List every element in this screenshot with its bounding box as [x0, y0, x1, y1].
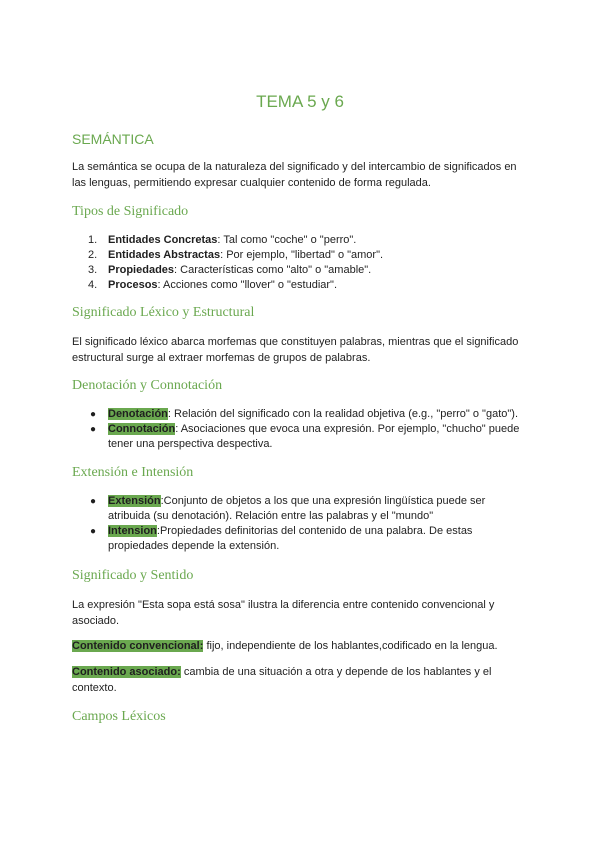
list-item [88, 494, 528, 524]
list-number: 2. [88, 249, 98, 261]
bullet-icon: ● [90, 496, 97, 507]
highlighted-term: Contenido asociado: [72, 666, 181, 678]
highlighted-term: Contenido convencional: [72, 640, 204, 652]
list-text: : Tal como "coche" o "perro". [217, 234, 357, 246]
list-number: 3. [88, 264, 98, 276]
list-text: :Conjunto de objetos a los que una expresión lingüística puede ser atribuida (su denotación). Relación entre las palabras y el "mundo" [108, 495, 486, 522]
list-text: : Asociaciones que evoca una expresión. Por ejemplo, "chucho" puede tener una perspectiva despectiva. [108, 423, 520, 450]
list-text: : Características como "alto" o "amable". [174, 264, 372, 276]
list-denotacion [88, 407, 528, 452]
paragraph-asociado [72, 664, 532, 696]
paragraph-text: fijo, independiente de los hablantes,codificado en la lengua. [203, 640, 498, 652]
paragraph-sentido: La expresión "Esta sopa está sosa" ilustra la diferencia entre contenido convencional y asociado. [72, 599, 495, 627]
heading-semantica: SEMÁNTICA [72, 131, 154, 147]
bullet-icon: ● [90, 409, 97, 420]
list-term: Propiedades [108, 264, 175, 276]
list-text: : Por ejemplo, "libertad" o "amor". [220, 249, 384, 261]
heading-sentido: Significado y Sentido [72, 568, 194, 583]
list-text: : Acciones como "llover" o "estudiar". [157, 279, 338, 291]
bullet-icon: ● [90, 526, 97, 537]
list-item [88, 422, 528, 452]
paragraph-text: cambia de una situación a otra y depende de los hablantes y el contexto. [72, 666, 492, 694]
list-item [88, 263, 528, 278]
list-text: : Relación del significado con la realidad objetiva (e.g., "perro" o "gato"). [167, 408, 518, 420]
list-item [88, 233, 528, 248]
paragraph-semantica: La semántica se ocupa de la naturaleza del significado y del intercambio de significados en las lenguas, permitiendo expresar cualquier contenido de forma regulada. [72, 161, 517, 189]
list-number: 4. [88, 279, 98, 291]
list-text: :Propiedades definitorias del contenido de una palabra. De estas propiedades depende la extensión. [108, 525, 473, 552]
paragraph-convencional [72, 638, 532, 654]
heading-extension: Extensión e Intensión [72, 465, 194, 480]
list-item [88, 524, 528, 554]
list-term: Entidades Abstractas [108, 249, 221, 261]
heading-lexico: Significado Léxico y Estructural [72, 305, 255, 320]
list-term: Entidades Concretas [108, 234, 218, 246]
list-item [88, 278, 528, 293]
highlighted-term: Denotación [108, 408, 168, 420]
highlighted-term: Extensión [108, 495, 161, 507]
page-title: TEMA 5 y 6 [256, 92, 344, 111]
list-tipos [88, 233, 528, 293]
highlighted-term: Connotación [108, 423, 176, 435]
list-number: 1. [88, 234, 98, 246]
list-item [88, 407, 528, 422]
list-extension [88, 494, 528, 554]
list-term: Procesos [108, 279, 158, 291]
heading-denotacion: Denotación y Connotación [72, 378, 223, 393]
highlighted-term: Intension [108, 525, 157, 537]
bullet-icon: ● [90, 424, 97, 435]
list-item [88, 248, 528, 263]
paragraph-lexico: El significado léxico abarca morfemas que constituyen palabras, mientras que el significado estructural surge al extraer morfemas de grupos de palabras. [72, 336, 519, 364]
heading-campos: Campos Léxicos [72, 709, 166, 724]
heading-tipos: Tipos de Significado [72, 204, 189, 219]
